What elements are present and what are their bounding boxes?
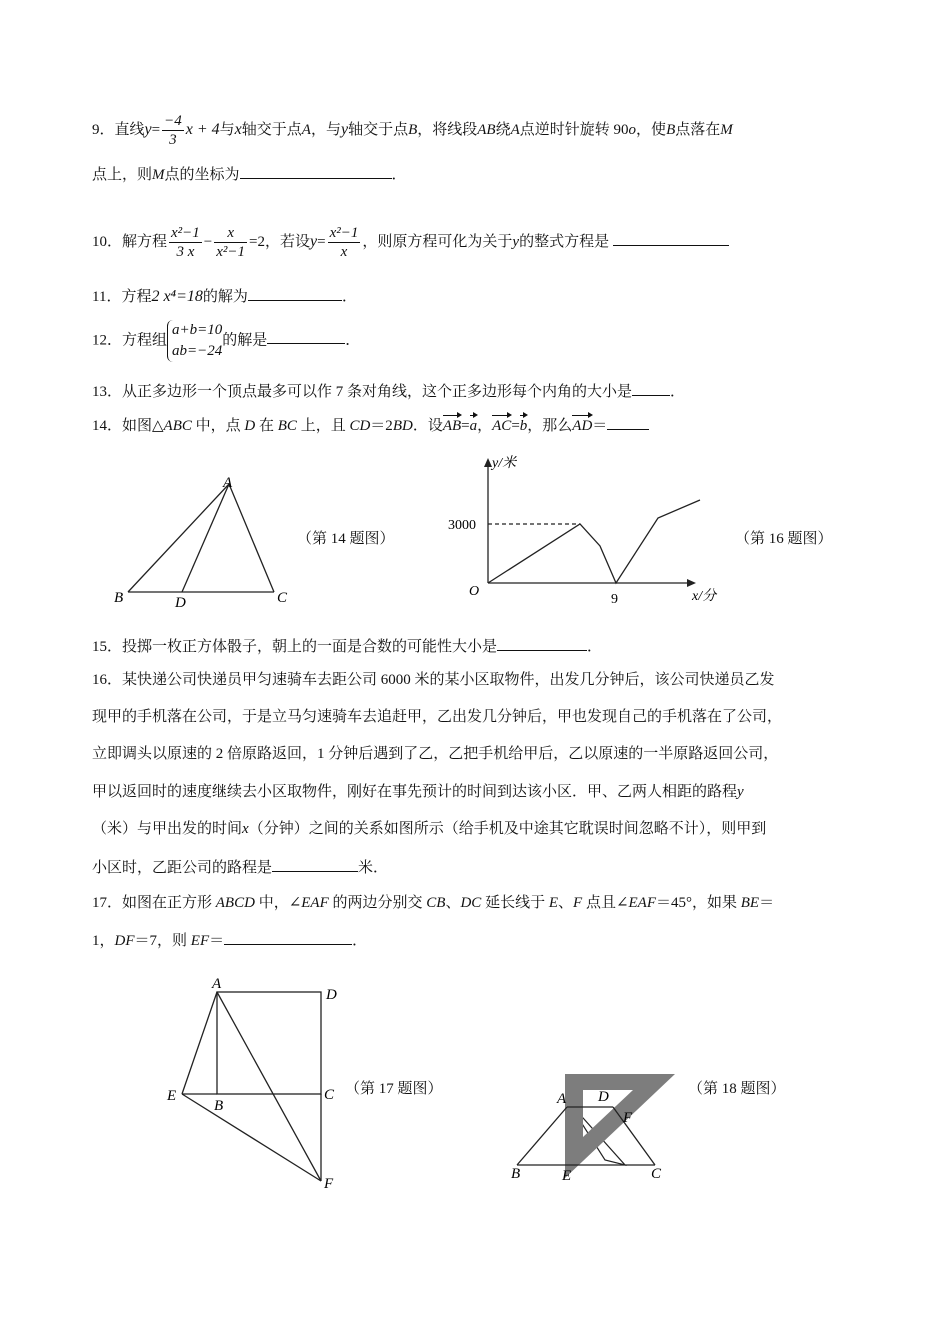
fig18-set-square bbox=[565, 1074, 675, 1178]
q10-minus: − bbox=[203, 233, 213, 250]
question-15 bbox=[92, 636, 602, 657]
q16-line1: 16．某快递公司快递员甲匀速骑车去距公司 6000 米的某小区取物件，出发几分钟后，该公司快递员乙发 bbox=[92, 672, 775, 688]
q16-line5x: x bbox=[242, 821, 249, 837]
fig16-x-arrow bbox=[687, 579, 696, 587]
q17-line1d: 、 bbox=[445, 895, 461, 911]
fig17-label-D: D bbox=[326, 987, 337, 1003]
figure-18 bbox=[505, 1060, 685, 1190]
q14-eq-2: = bbox=[511, 418, 520, 434]
q17-DC: DC bbox=[460, 895, 482, 911]
fig16-caption: （第 16 题图） bbox=[735, 531, 833, 547]
fig17-square-ABCD bbox=[217, 992, 321, 1094]
q16-line6b: 米． bbox=[358, 860, 389, 876]
q13-text: 13．从正多边形一个顶点最多可以作 7 条对角线，这个正多边形每个内角的大小是 bbox=[92, 384, 633, 400]
q9-x: x bbox=[234, 120, 242, 138]
question-16-line-1 bbox=[92, 670, 775, 690]
fig17-segment-EF bbox=[182, 1094, 321, 1181]
q12-eq1: a+b=10 bbox=[172, 322, 223, 338]
q15-text: 15．投掷一枚正方体骰子，朝上的一面是合数的可能性大小是 bbox=[92, 639, 498, 655]
q14-BC: BC bbox=[277, 418, 297, 434]
question-16-line-6 bbox=[92, 857, 388, 878]
q9-A: A bbox=[301, 121, 311, 138]
q14-t3: 上，且 bbox=[296, 418, 350, 434]
q10-t2: 的整式方程是 bbox=[519, 233, 610, 250]
q9-t3: ，与 bbox=[310, 121, 341, 138]
q14-t1: 中，点 bbox=[191, 418, 245, 434]
q9-t6: 绕 bbox=[495, 121, 511, 138]
q9-frac-den: 3 bbox=[169, 132, 177, 148]
q10-fraction-2 bbox=[214, 224, 247, 261]
q10-f2-num: x bbox=[214, 224, 247, 243]
q12-end: ． bbox=[345, 332, 361, 349]
q17-line2d: ． bbox=[352, 933, 368, 949]
q9-frac-num: −4 bbox=[164, 113, 182, 129]
fig18-label-B: B bbox=[511, 1166, 521, 1182]
q17-DF: DF bbox=[114, 933, 135, 949]
fig18-label-C: C bbox=[651, 1166, 662, 1182]
q11-prefix: 11．方程 bbox=[92, 289, 152, 305]
q10-f1-num: x²−1 bbox=[171, 225, 200, 241]
fig17-label-A: A bbox=[212, 976, 222, 992]
q17-line1h: ＝45°，如果 bbox=[656, 895, 741, 911]
fig16-y-tick-3000: 3000 bbox=[448, 518, 476, 533]
q17-line2b: ＝7，则 bbox=[134, 933, 191, 949]
q12-equation-system bbox=[167, 320, 222, 362]
q14-eq2: ＝ bbox=[592, 418, 608, 434]
q9-t2: 轴交于点 bbox=[241, 121, 302, 138]
q14-t4: ＝2 bbox=[370, 418, 393, 434]
fig17-label-B: B bbox=[214, 1098, 224, 1114]
q9-t5: ，将线段 bbox=[417, 121, 478, 138]
q9-eq: = bbox=[151, 121, 161, 138]
q9-xplus: x + 4 bbox=[185, 120, 220, 138]
q10-fraction-1 bbox=[169, 224, 202, 261]
q11-t1: 的解为 bbox=[202, 289, 248, 305]
q16-line3: 立即调头以原速的 2 倍原路返回，1 分钟后遇到了乙，乙把手机给甲后，乙以原速的一半原路返回公司， bbox=[92, 746, 779, 762]
fig17-segment-AF bbox=[217, 992, 321, 1181]
question-11 bbox=[92, 286, 357, 307]
q10-eq2: =2，若设 bbox=[249, 233, 311, 250]
q16-line4y: y bbox=[737, 784, 744, 800]
fig18-side-DC bbox=[613, 1107, 655, 1165]
q17-line1c: 的两边分别交 bbox=[328, 895, 427, 911]
q17-line1b: 中，∠ bbox=[254, 895, 302, 911]
q9-B2: B bbox=[666, 121, 676, 138]
q10-prefix: 10．解方程 bbox=[92, 233, 168, 250]
q9-o: o bbox=[628, 121, 637, 138]
q14-CD: CD bbox=[349, 418, 371, 434]
q9-t9: 点落在 bbox=[675, 121, 721, 138]
q16-line5a: （米）与甲出发的时间 bbox=[92, 821, 243, 837]
q14-vector-b: b bbox=[519, 418, 528, 434]
q11-end: ． bbox=[341, 289, 357, 305]
q9-prefix: 9．直线 bbox=[92, 121, 145, 138]
fig18-caption: （第 18 题图） bbox=[688, 1081, 786, 1097]
fig14-side-AC bbox=[229, 484, 274, 592]
fig17-label-E: E bbox=[167, 1088, 177, 1104]
question-10 bbox=[92, 224, 729, 261]
fig16-origin-label: O bbox=[469, 584, 480, 599]
q9-fraction bbox=[162, 112, 184, 149]
q17-line2a: 1， bbox=[92, 933, 115, 949]
q11-expr: 2 x⁴=18 bbox=[151, 288, 203, 305]
fig14-caption: （第 14 题图） bbox=[297, 531, 395, 547]
q11-answer-blank bbox=[248, 286, 342, 301]
q9-AB: AB bbox=[477, 121, 496, 138]
q17-line1a: 17．如图在正方形 bbox=[92, 895, 216, 911]
q17-line1e: 延长线于 bbox=[481, 895, 549, 911]
question-12 bbox=[92, 320, 360, 362]
fig18-side-BA bbox=[517, 1107, 567, 1165]
q16-line2: 现甲的手机落在公司，于是立马匀速骑车去追赶甲，乙出发几分钟后，甲也发现自己的手机落在了公司， bbox=[92, 709, 783, 725]
question-16-line-2 bbox=[92, 707, 782, 727]
q10-f3-den: x bbox=[340, 244, 348, 260]
q10-f3-num: x²−1 bbox=[329, 225, 359, 241]
q14-vector-AD: AD bbox=[572, 418, 593, 434]
fig14-segment-AD bbox=[182, 484, 229, 592]
fig14-label-C: C bbox=[277, 590, 288, 606]
q17-EF: EF bbox=[190, 933, 210, 949]
q17-EAF2: EAF bbox=[628, 895, 657, 911]
q9-line2b: 点的坐标为 bbox=[164, 167, 240, 183]
q17-BE: BE bbox=[740, 895, 760, 911]
q10-y: y bbox=[310, 232, 318, 250]
q16-answer-blank bbox=[272, 857, 358, 872]
q9-t4: 轴交于点 bbox=[348, 121, 409, 138]
q10-f1-den: 3 x bbox=[176, 244, 195, 260]
question-13 bbox=[92, 381, 685, 402]
q9-answer-blank bbox=[240, 164, 392, 179]
q17-EAF: EAF bbox=[301, 895, 329, 911]
q9-B: B bbox=[408, 121, 418, 138]
q9-t8: ，使 bbox=[636, 121, 667, 138]
fig16-graph-line bbox=[488, 500, 700, 583]
fig16-y-arrow bbox=[484, 458, 492, 467]
q17-E: E bbox=[548, 895, 558, 911]
q9-line2a: 点上，则 bbox=[92, 167, 153, 183]
q16-line4a: 甲以返回时的速度继续去小区取物件，刚好在事先预计的时间到达该小区．甲、乙两人相距的路程 bbox=[92, 784, 738, 800]
q10-eq: = bbox=[317, 233, 326, 250]
figure-17 bbox=[160, 970, 350, 1195]
fig17-caption: （第 17 题图） bbox=[345, 1081, 443, 1097]
q10-answer-blank bbox=[613, 231, 729, 246]
q9-t1: 与 bbox=[219, 121, 235, 138]
q14-t5: ．设 bbox=[412, 418, 443, 434]
q9-t7: 点逆时针旋转 90 bbox=[519, 121, 629, 138]
fig18-label-E: E bbox=[562, 1168, 572, 1184]
q14-answer-blank bbox=[607, 415, 649, 430]
q14-comma: ， bbox=[477, 418, 493, 434]
q14-t6: ，那么 bbox=[527, 418, 573, 434]
fig17-label-C: C bbox=[324, 1087, 335, 1103]
q14-t2: 在 bbox=[255, 418, 278, 434]
q17-CB: CB bbox=[426, 895, 446, 911]
q14-ABC: ABC bbox=[163, 418, 192, 434]
q10-y2: y bbox=[512, 233, 520, 250]
fig18-label-A: A bbox=[557, 1091, 567, 1107]
fig18-label-F: F bbox=[623, 1110, 633, 1126]
figure-16 bbox=[440, 450, 740, 610]
fig17-label-F: F bbox=[324, 1176, 334, 1192]
q15-answer-blank bbox=[497, 636, 587, 651]
fig16-x-label: x/分 bbox=[692, 589, 717, 604]
q9-y: y bbox=[144, 120, 152, 138]
q17-ABCD: ABCD bbox=[215, 895, 255, 911]
q10-f2-den: x²−1 bbox=[216, 244, 246, 260]
q17-line2c: ＝ bbox=[209, 933, 225, 949]
fig14-label-A: A bbox=[223, 475, 233, 491]
q9-line2c: ． bbox=[391, 167, 407, 183]
question-16-line-5 bbox=[92, 819, 766, 839]
q14-BD: BD bbox=[392, 418, 413, 434]
question-9-line-2 bbox=[92, 164, 407, 185]
q12-prefix: 12．方程组 bbox=[92, 332, 168, 349]
question-14 bbox=[92, 415, 649, 436]
fig16-y-label: y/米 bbox=[492, 456, 517, 471]
q10-fraction-3 bbox=[328, 224, 361, 261]
q17-answer-blank bbox=[224, 930, 352, 945]
question-17-line-2 bbox=[92, 930, 367, 951]
figure-14 bbox=[110, 470, 300, 615]
fig14-label-D: D bbox=[175, 595, 186, 611]
question-16-line-4 bbox=[92, 782, 744, 802]
q16-line5b: （分钟）之间的关系如图所示（给手机及中途其它耽误时间忽略不计），则甲到 bbox=[248, 821, 767, 837]
fig14-label-B: B bbox=[114, 590, 124, 606]
q16-line6a: 小区时，乙距公司的路程是 bbox=[92, 860, 273, 876]
q12-t1: 的解是 bbox=[222, 332, 268, 349]
q15-end: ． bbox=[587, 639, 603, 655]
q14-prefix: 14．如图△ bbox=[92, 418, 164, 434]
q9-M2: M bbox=[152, 167, 165, 183]
fig18-label-D: D bbox=[598, 1089, 609, 1105]
q13-end: ． bbox=[670, 384, 686, 400]
q17-line1f: 、 bbox=[558, 895, 574, 911]
q17-F: F bbox=[573, 895, 583, 911]
q10-t1: ，则原方程可化为关于 bbox=[362, 233, 513, 250]
q13-answer-blank bbox=[632, 381, 670, 396]
q12-eq2: ab=−24 bbox=[172, 343, 223, 359]
q12-answer-blank bbox=[267, 329, 345, 344]
q17-line1g: 点且∠ bbox=[582, 895, 629, 911]
q14-vector-AC: AC bbox=[492, 418, 512, 434]
q14-vector-AB: AB bbox=[442, 418, 462, 434]
q14-eq: = bbox=[461, 418, 470, 434]
q14-D: D bbox=[244, 418, 256, 434]
fig17-segment-AE bbox=[182, 992, 217, 1094]
question-17-line-1 bbox=[92, 893, 774, 913]
question-9-line-1 bbox=[92, 112, 733, 149]
fig14-side-AB bbox=[128, 484, 229, 592]
fig16-x-tick-9: 9 bbox=[611, 592, 618, 607]
q9-M: M bbox=[720, 121, 733, 138]
question-16-line-3 bbox=[92, 744, 778, 764]
q9-A2: A bbox=[510, 121, 520, 138]
q14-vector-a: a bbox=[469, 418, 478, 434]
q9-y2: y bbox=[340, 120, 349, 138]
q17-line1i: ＝ bbox=[759, 895, 775, 911]
